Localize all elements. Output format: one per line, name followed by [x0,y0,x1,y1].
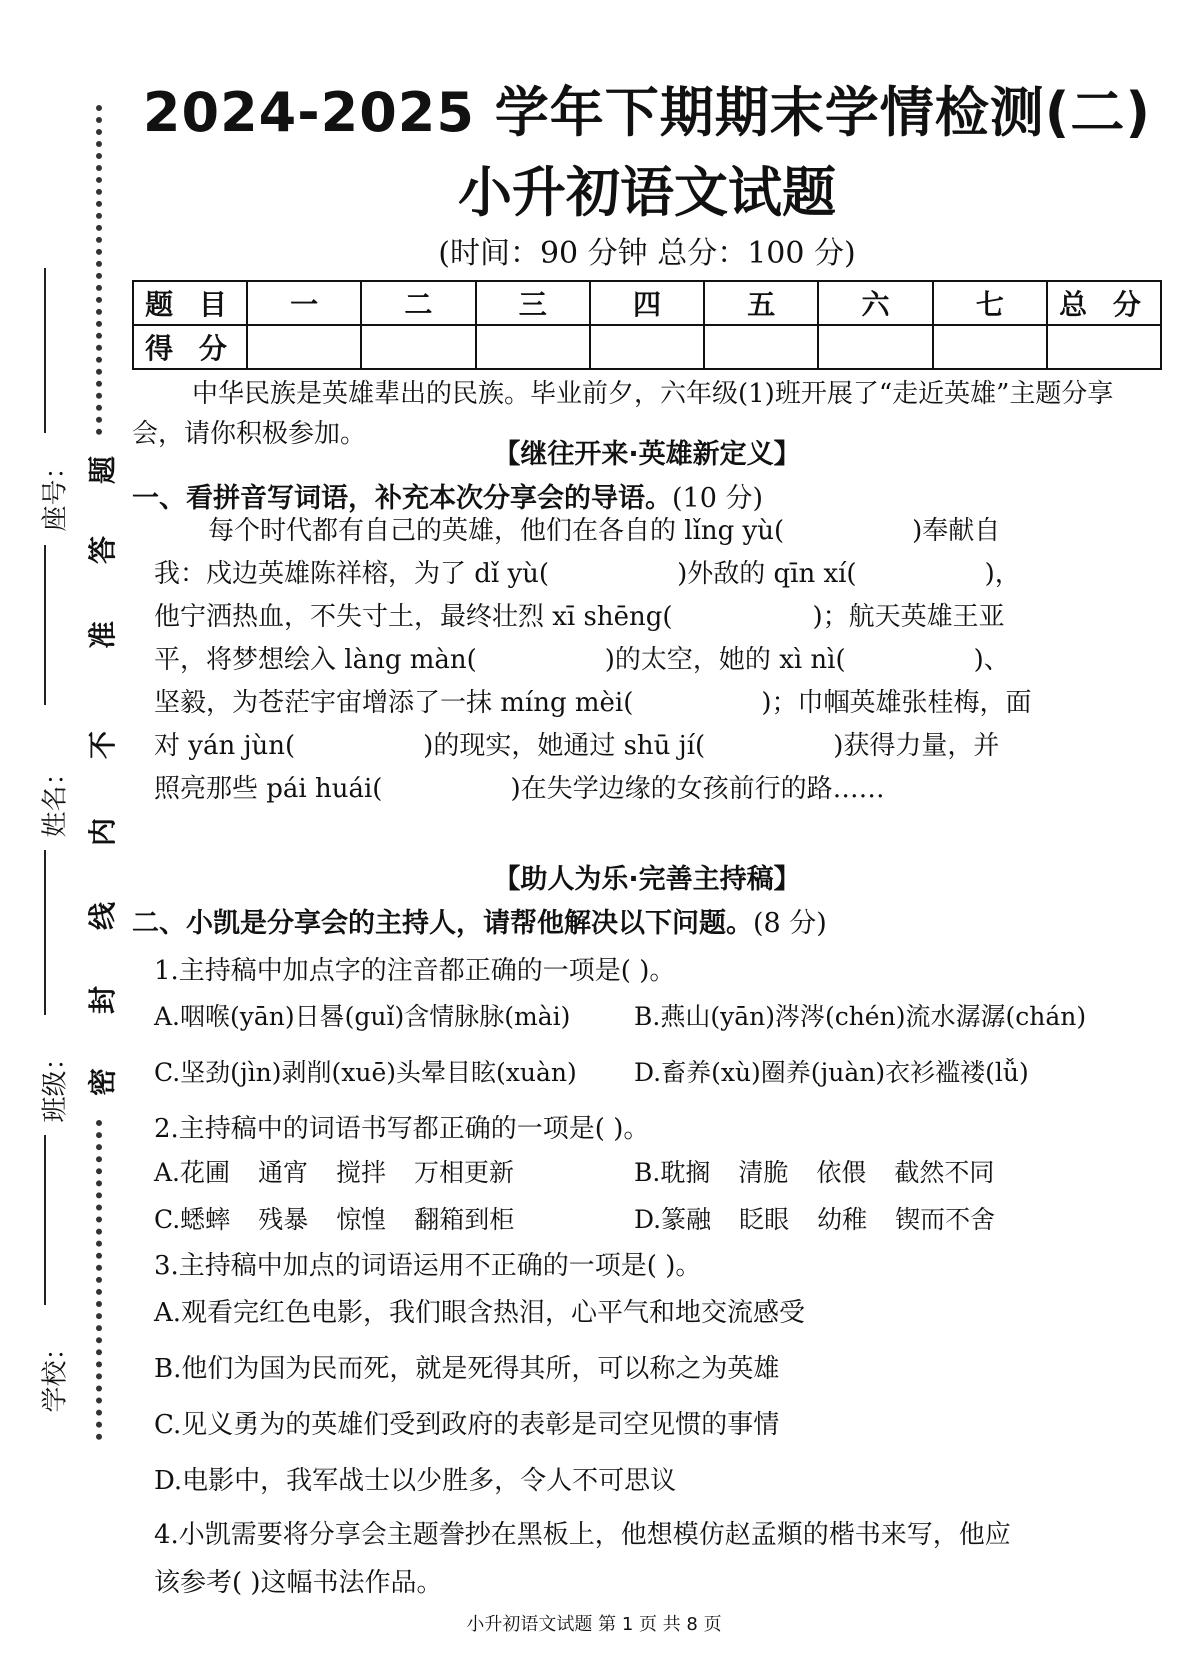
seal-char: 密 [86,1068,119,1097]
question-1-text: 一、看拼音写词语，补充本次分享会的导语。 [132,483,672,514]
pinyin-line: 我：戍边英雄陈祥榕，为了 dǐ yù( )外敌的 qīn xí( )， [154,559,1021,589]
seal-char: 封 [86,986,119,1015]
score-table [132,280,1162,370]
score-cell[interactable] [590,325,704,369]
score-cell[interactable] [361,325,475,369]
option-d[interactable]: D.畜养(xù)圈养(juàn)衣衫褴褛(lǚ) [634,1058,1029,1087]
page-footer: 小升初语文试题 第 1 页 共 8 页 [466,1614,722,1635]
score-header-cell: 五 [704,281,818,325]
school-label: 学校： [40,1334,71,1413]
option-a[interactable]: A.花圃 通宵 搅拌 万相更新 [154,1158,515,1187]
class-line [44,1135,46,1305]
sub-question-4-line-1: 4.小凯需要将分享会主题誊抄在黑板上，他想模仿赵孟頫的楷书来写，他应 [154,1520,1011,1550]
section-heading-2: 【助人为乐·完善主持稿】 [493,864,801,895]
sub-question-1: 1.主持稿中加点字的注音都正确的一项是( )。 [154,956,676,986]
score-header-cell: 二 [361,281,475,325]
score-table-header-row [133,281,1161,325]
dotted-seal-line-bottom [96,1120,102,1440]
option-c[interactable]: C.见义勇为的英雄们受到政府的表彰是司空见惯的事情 [154,1410,780,1440]
score-cell[interactable] [1047,325,1161,369]
seal-char: 题 [86,456,119,485]
option-d[interactable]: D.电影中，我军战士以少胜多，令人不可思议 [154,1466,677,1496]
pinyin-paragraph [154,510,1154,811]
score-cell[interactable] [933,325,1047,369]
seal-char: 不 [86,731,119,760]
pinyin-line: 照亮那些 pái huái( )在失学边缘的女孩前行的路…… [154,774,885,804]
pinyin-line: 对 yán jùn( )的现实，她通过 shū jí( )获得力量，并 [154,731,1000,761]
seal-char: 准 [86,621,119,650]
seal-char: 答 [86,536,119,565]
option-row [154,997,1154,1033]
option-b[interactable]: B.耽搁 清脆 依偎 截然不同 [634,1158,995,1187]
option-row [154,1153,1154,1189]
question-1-points: (10 分) [672,483,764,514]
score-header-cell: 题 目 [133,281,247,325]
score-cell[interactable] [247,325,361,369]
option-row [154,1200,1154,1236]
intro-paragraph: 中华民族是英雄辈出的民族。毕业前夕，六年级(1)班开展了“走近英雄”主题分享会，请你积极参加。 [132,379,1114,449]
sub-question-3: 3.主持稿中加点的词语运用不正确的一项是( )。 [154,1251,702,1281]
question-2-heading [132,901,1162,940]
score-header-cell: 七 [933,281,1047,325]
name-line-lower [44,850,46,1015]
option-a[interactable]: A.咽喉(yān)日晷(guǐ)含情脉脉(mài) [154,1002,571,1031]
score-header-cell: 六 [818,281,932,325]
score-header-cell: 总 分 [1047,281,1161,325]
score-row-label: 得 分 [133,325,247,369]
score-table-score-row [133,325,1161,369]
question-2-text: 二、小凯是分享会的主持人，请帮他解决以下问题。 [132,908,753,939]
score-cell[interactable] [476,325,590,369]
score-header-cell: 三 [476,281,590,325]
option-row [154,1053,1154,1089]
question-2-points: (8 分) [753,908,827,939]
pinyin-line: 坚毅，为苍茫宇宙增添了一抹 míng mèi( )；巾帼英雄张桂梅，面 [154,688,1032,718]
sub-question-4-line-2: 该参考( )这幅书法作品。 [154,1568,443,1598]
class-label: 班级： [40,1044,71,1123]
option-c[interactable]: C.蟋蟀 残暴 惊惶 翻箱到柜 [154,1205,515,1234]
name-label: 姓名： [40,759,71,838]
option-b[interactable]: B.他们为国为民而死，就是死得其所，可以称之为英雄 [154,1354,780,1384]
seat-line [44,268,46,433]
option-b[interactable]: B.燕山(yān)涔涔(chén)流水潺潺(chán) [634,1002,1087,1031]
time-info: (时间：90 分钟 总分：100 分) [438,236,856,271]
option-d[interactable]: D.篆融 眨眼 幼稚 锲而不舍 [634,1205,996,1234]
option-c[interactable]: C.坚劲(jìn)剥削(xuē)头晕目眩(xuàn) [154,1058,577,1087]
seal-char: 线 [86,902,119,931]
score-header-cell: 四 [590,281,704,325]
exam-title: 2024-2025 学年下期期末学情检测(二) [142,81,1152,144]
binding-margin [0,0,130,1680]
option-a[interactable]: A.观看完红色电影，我们眼含热泪，心平气和地交流感受 [154,1298,806,1328]
name-line-upper [44,545,46,705]
seat-label: 座号： [40,453,71,532]
section-heading-1: 【继往开来·英雄新定义】 [493,439,801,470]
dotted-seal-line-top [96,105,102,435]
pinyin-line: 他宁洒热血，不失寸土，最终壮烈 xī shēng( )；航天英雄王亚 [154,602,1005,632]
score-cell[interactable] [818,325,932,369]
seal-char: 内 [86,818,119,847]
sub-question-2: 2.主持稿中的词语书写都正确的一项是( )。 [154,1114,650,1144]
pinyin-line: 平，将梦想绘入 làng màn( )的太空，她的 xì nì( )、 [154,645,1010,675]
exam-subtitle: 小升初语文试题 [458,161,836,224]
pinyin-line: 每个时代都有自己的英雄，他们在各自的 lǐng yù( )奉献自 [208,516,1001,546]
score-header-cell: 一 [247,281,361,325]
score-cell[interactable] [704,325,818,369]
